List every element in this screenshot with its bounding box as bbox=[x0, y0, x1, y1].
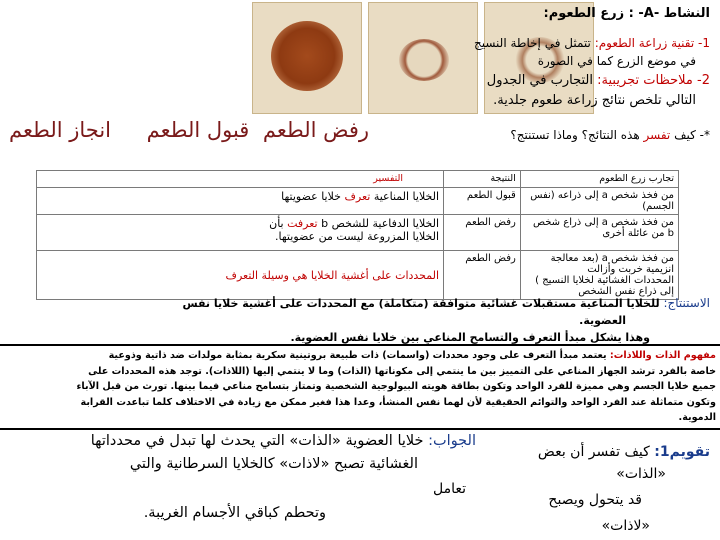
row3-interpretation: المحددات على أغشية الخلايا هي وسيلة التعرف bbox=[37, 251, 444, 300]
evaluation-line2: «الذات» bbox=[616, 466, 666, 482]
conclusion-line2: العضوية. bbox=[579, 314, 626, 327]
row1-result: قبول الطعم bbox=[444, 188, 521, 215]
header-interpretation: التفسير bbox=[37, 171, 444, 188]
point-2: 2- ملاحظات تجريبية: التجارب في الجدول bbox=[486, 73, 710, 88]
divider-bottom bbox=[0, 428, 720, 430]
row3-experiment: من فخذ شخص a (بعد معالجة انزيمية خربت وأزالت المحددات الغشائية لخلايا النسيج ) إلى ذراع نفس الشخص bbox=[520, 251, 678, 300]
row2-result: رفض الطعم bbox=[444, 215, 521, 251]
caption-acceptance: قبول الطعم bbox=[146, 118, 250, 142]
row2-experiment: من فخذ شخص a إلى ذراع شخص b من عائلة أخرى bbox=[520, 215, 678, 251]
activity-heading: النشاط -A- : زرع الطعوم: bbox=[543, 6, 710, 21]
point-1-line2: في موضع الزرع كما في الصورة bbox=[537, 54, 696, 68]
divider-top bbox=[0, 344, 720, 346]
point-1: 1- تقنية زراعة الطعوم: تتمثل في إخاطة النسيج bbox=[473, 36, 710, 50]
row1-interpretation: الخلايا المناعية تعرف خلايا عضويتها bbox=[37, 188, 444, 215]
rejected-graft-image bbox=[271, 21, 343, 91]
header-experiments: تجارب زرع الطعوم bbox=[520, 171, 678, 188]
caption-completion: انجاز الطعم bbox=[8, 118, 112, 142]
answer-line2: الغشائية تصبح «لاذات» كالخلايا السرطانية والتي bbox=[129, 456, 418, 472]
answer-line3: تعامل bbox=[432, 481, 466, 497]
graft-photo-rejection bbox=[252, 2, 362, 114]
grafting-experiments-table bbox=[36, 170, 679, 300]
table-row bbox=[37, 188, 679, 215]
answer-line4: وتحطم كباقي الأجسام الغريبة. bbox=[143, 505, 326, 521]
evaluation: تقويم1: كيف تفسر أن بعض bbox=[537, 444, 710, 460]
self-nonself-concept: مفهوم الذات واللاذات: يعتمد مبدأ التعرف على وجود محددات (واسمات) ذات طبيعة بروتينية سكرية بمثابة مولدات ضد ذاتية وذوعية خاصة بالفرد ترشد الجهاز المناعي على التمييز بين ما ينتمي إلى مكوناتها (الذات) وما لا ينتمي إليها (اللاذات). توجد هذه المحددات على جميع خلايا الجسم وهي مميزة للفرد الواحد وتكون بطاقة هويته البيولوجية الشخصية وتمتاز بتسامح مناعي فيما بينها. تورث من قبل الآباء وتكون متماثلة عند الفرد الواحد والتوائم الحقيقية لأن لهما نفس المنشأ، وعدا هذا فغير ممكن مع زيادة في الاختلاف كلما تباعدت القرابة الدموية. bbox=[76, 350, 716, 423]
answer: الجواب: خلايا العضوية «الذات» التي يحدث لها تبدل في محدداتها bbox=[90, 433, 476, 449]
evaluation-line4: «لاذات» bbox=[601, 518, 650, 534]
row2-interpretation: الخلايا الدفاعية للشخص b تعرفت بأن الخلايا المزروعة ليست من عضويتها. bbox=[37, 215, 444, 251]
conclusion-line3: وهذا يشكل مبدأ التعرف والتسامح المناعي بين خلايا نفس العضوية. bbox=[290, 331, 650, 344]
conclusion: الاستنتاج: للخلايا المناعية مستقبلات غشائية متوافقة (متكاملة) مع المحددات على أغشية خلايا نفس bbox=[182, 296, 710, 310]
table-row bbox=[37, 251, 679, 300]
row1-experiment: من فخذ شخص a إلى ذراعه (نفس الجسم) bbox=[520, 188, 678, 215]
header-result: النتيجة bbox=[444, 171, 521, 188]
question: *- كيف تفسر هذه النتائج؟ وماذا تستنتج؟ bbox=[510, 128, 710, 142]
evaluation-line3: قد يتحول ويصبح bbox=[548, 492, 642, 508]
table-header-row bbox=[37, 171, 679, 188]
caption-rejection: رفض الطعم bbox=[262, 118, 370, 142]
table-row bbox=[37, 215, 679, 251]
point-2-line2: التالي تلخص نتائج زراعة طعوم جلدية. bbox=[493, 93, 696, 108]
row3-result: رفض الطعم bbox=[444, 251, 521, 300]
